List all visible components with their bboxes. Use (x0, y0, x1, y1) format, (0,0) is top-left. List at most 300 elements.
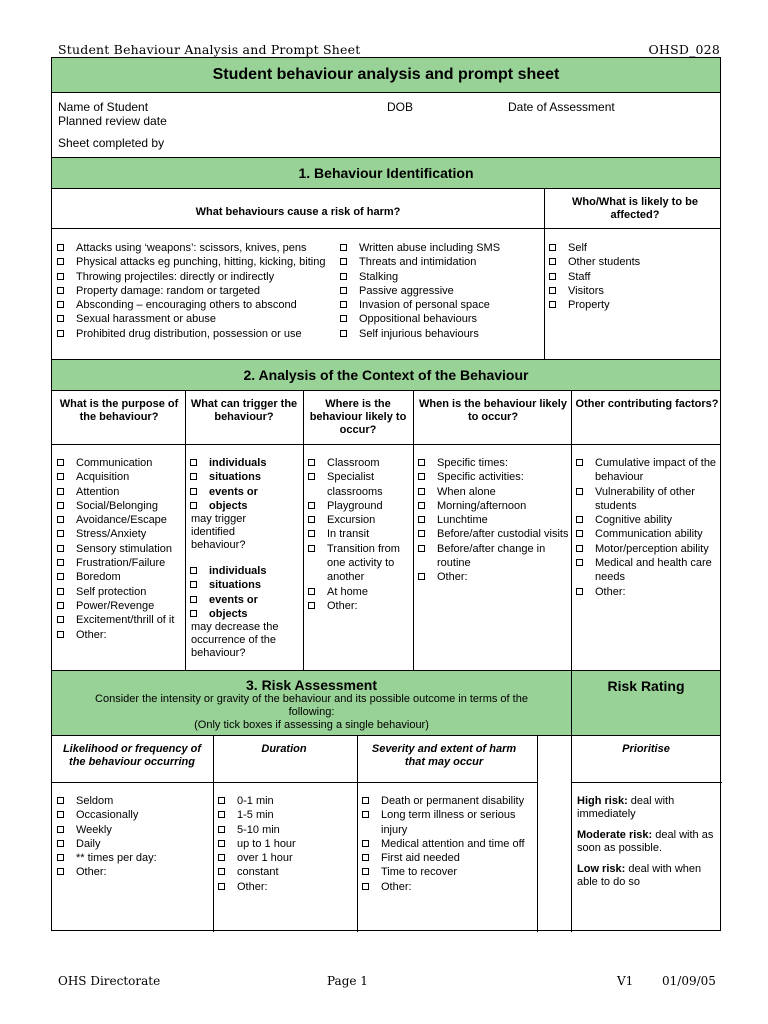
checkbox-item (52, 837, 212, 851)
checkbox-item (52, 456, 184, 470)
priority-item (577, 863, 717, 889)
checkbox-icon[interactable] (218, 883, 225, 890)
checkbox-item (413, 470, 571, 484)
checkbox-label: constant (237, 866, 279, 879)
checkbox-item (357, 880, 537, 894)
checkbox-item (413, 513, 571, 527)
priority-label: Moderate risk: (577, 829, 653, 841)
checkbox-icon[interactable] (418, 502, 425, 509)
checkbox-label: Invasion of personal space (359, 299, 490, 312)
checkbox-item (213, 823, 357, 837)
checkbox-label: Other students (568, 256, 641, 269)
checkbox-item (213, 880, 357, 894)
checkbox-item (413, 456, 571, 470)
checkbox-item (52, 298, 337, 312)
date-of-assessment-label: Date of Assessment (508, 100, 615, 114)
checkbox-item (213, 865, 357, 879)
checkbox-item (213, 851, 357, 865)
priority-text: deal with when able to do so (577, 863, 702, 888)
purpose-list (52, 456, 184, 642)
checkbox-icon[interactable] (218, 797, 225, 804)
checkbox-label: Excursion (327, 514, 376, 527)
checkbox-icon[interactable] (57, 868, 64, 875)
checkbox-item (357, 794, 537, 808)
checkbox-label: Self injurious behaviours (359, 327, 479, 340)
checkbox-label: Before/after change in routine (437, 542, 546, 570)
checkbox-item (52, 808, 212, 822)
checkbox-icon[interactable] (57, 811, 64, 818)
checkbox-item (544, 255, 720, 269)
checkbox-label: Classroom (327, 457, 380, 469)
checkbox-icon[interactable] (340, 273, 347, 280)
checkbox-icon[interactable] (340, 315, 347, 322)
checkbox-label: over 1 hour (237, 852, 293, 865)
checkbox-item (213, 837, 357, 851)
checkbox-icon[interactable] (218, 868, 225, 875)
section1-title: 1. Behaviour Identification (298, 165, 474, 181)
prioritise-list (577, 795, 717, 897)
checkbox-icon[interactable] (576, 516, 583, 523)
checkbox-label: objects (209, 499, 248, 512)
checkbox-label: Other: (327, 599, 358, 612)
checkbox-icon[interactable] (57, 287, 64, 294)
checkbox-item (52, 794, 212, 808)
checkbox-label: Cumulative impact of the behaviour (595, 457, 717, 484)
checkbox-icon[interactable] (362, 883, 369, 890)
checkbox-icon[interactable] (340, 330, 347, 337)
checkbox-item (213, 794, 357, 808)
checkbox-item (185, 499, 303, 513)
checkbox-icon[interactable] (57, 315, 64, 322)
name-of-student-label: Name of Student (58, 100, 149, 114)
checkbox-icon[interactable] (576, 488, 583, 495)
when-head: When is the behaviour likely to occur? (419, 398, 567, 423)
checkbox-item (335, 284, 540, 298)
checkbox-icon[interactable] (218, 854, 225, 861)
checkbox-label: Communication (76, 457, 153, 469)
checkbox-icon[interactable] (57, 301, 64, 308)
priority-text: deal with immediately (577, 795, 675, 820)
checkbox-item (185, 607, 303, 621)
checkbox-item (303, 470, 413, 499)
checkbox-item (52, 513, 184, 527)
checkbox-icon[interactable] (57, 573, 64, 580)
checkbox-item (52, 527, 184, 541)
checkbox-item (571, 542, 721, 556)
checkbox-label: First aid needed (381, 852, 460, 865)
trigger-head: What can trigger the behaviour? (190, 398, 298, 423)
checkbox-icon[interactable] (308, 545, 315, 552)
section2-title: 2. Analysis of the Context of the Behaviour (243, 367, 529, 383)
section3-subtitle: Consider the intensity or gravity of the behaviour and its possible outcome in terms of the following: (95, 693, 528, 718)
checkbox-icon[interactable] (218, 840, 225, 847)
checkbox-label: events or (209, 485, 258, 498)
checkbox-item (335, 270, 540, 284)
priority-item (577, 829, 717, 855)
checkbox-label: Vulnerability of other students (595, 485, 695, 512)
checkbox-label: Medical attention and time off (381, 837, 525, 850)
where-list (303, 456, 413, 613)
checkbox-item (52, 599, 184, 613)
checkbox-icon[interactable] (576, 588, 583, 595)
checkbox-item (185, 564, 303, 578)
checkbox-item (335, 255, 540, 269)
checkbox-label: Sensory stimulation (76, 542, 172, 555)
behaviours-list-b (335, 241, 540, 341)
checkbox-icon[interactable] (308, 588, 315, 595)
checkbox-label: Motor/perception ability (595, 542, 709, 555)
checkbox-label: Long term illness or serious injury (381, 809, 516, 836)
duration-head: Duration (261, 743, 307, 755)
checkbox-label: Before/after custodial visits (437, 528, 569, 541)
checkbox-icon[interactable] (57, 473, 64, 480)
checkbox-item (357, 865, 537, 879)
checkbox-label: In transit (327, 528, 370, 541)
checkbox-icon[interactable] (308, 602, 315, 609)
checkbox-item (571, 527, 721, 541)
dob-label: DOB (387, 100, 414, 114)
checkbox-label: Throwing projectiles: directly or indirectly (76, 270, 275, 283)
checkbox-item (544, 241, 720, 255)
checkbox-icon[interactable] (418, 573, 425, 580)
duration-list (213, 794, 357, 894)
footer-directorate: OHS Directorate (58, 974, 161, 988)
checkbox-label: 5-10 min (237, 823, 280, 836)
checkbox-label: Other: (237, 880, 268, 893)
checkbox-icon[interactable] (308, 516, 315, 523)
checkbox-icon[interactable] (57, 244, 64, 251)
checkbox-icon[interactable] (418, 488, 425, 495)
checkbox-icon[interactable] (362, 854, 369, 861)
checkbox-item (571, 513, 721, 527)
checkbox-label: Self (568, 242, 587, 254)
where-head: Where is the behaviour likely to occur? (309, 398, 407, 436)
checkbox-icon[interactable] (362, 868, 369, 875)
checkbox-icon[interactable] (57, 826, 64, 833)
checkbox-item (303, 456, 413, 470)
section3-title: 3. Risk Assessment (246, 677, 377, 693)
checkbox-icon[interactable] (190, 459, 197, 466)
section2-band (52, 359, 720, 391)
header-document-title: Student Behaviour Analysis and Prompt Sheet (58, 42, 361, 57)
checkbox-item (335, 312, 540, 326)
behaviours-list-a (52, 241, 337, 341)
checkbox-icon[interactable] (57, 273, 64, 280)
checkbox-icon[interactable] (418, 545, 425, 552)
checkbox-item (303, 542, 413, 585)
checkbox-icon[interactable] (340, 301, 347, 308)
checkbox-icon[interactable] (57, 840, 64, 847)
checkbox-item (303, 527, 413, 541)
header-document-code: OHSD_028 (648, 42, 720, 57)
checkbox-icon[interactable] (418, 459, 425, 466)
assessment-sheet (51, 57, 721, 931)
checkbox-label: Seldom (76, 795, 114, 807)
checkbox-icon[interactable] (57, 797, 64, 804)
footer-date: 01/09/05 (662, 974, 716, 988)
checkbox-item (52, 865, 212, 879)
checkbox-item (571, 556, 721, 585)
sheet-title: Student behaviour analysis and prompt sheet (212, 66, 560, 83)
checkbox-item (571, 485, 721, 514)
checkbox-item (413, 499, 571, 513)
checkbox-item (357, 851, 537, 865)
checkbox-icon[interactable] (57, 631, 64, 638)
checkbox-label: Other: (381, 880, 412, 893)
checkbox-icon[interactable] (57, 854, 64, 861)
checkbox-item (303, 499, 413, 513)
checkbox-label: Property (568, 299, 610, 312)
checkbox-label: Cognitive ability (595, 514, 673, 527)
footer-version: V1 (617, 974, 634, 988)
checkbox-label: Lunchtime (437, 514, 488, 527)
checkbox-item (303, 599, 413, 613)
checkbox-icon[interactable] (418, 516, 425, 523)
checkbox-item (52, 485, 184, 499)
checkbox-icon[interactable] (362, 811, 369, 818)
priority-label: Low risk: (577, 863, 626, 875)
checkbox-icon[interactable] (57, 516, 64, 523)
checkbox-item (185, 485, 303, 499)
checkbox-label: Morning/afternoon (437, 499, 527, 512)
checkbox-label: situations (209, 471, 261, 484)
other-factors-head: Other contributing factors? (575, 398, 719, 410)
checkbox-icon[interactable] (57, 530, 64, 537)
section1-band (52, 157, 720, 189)
checkbox-item (52, 542, 184, 556)
checkbox-item (413, 542, 571, 571)
checkbox-item (52, 613, 184, 627)
checkbox-icon[interactable] (340, 258, 347, 265)
checkbox-icon[interactable] (190, 596, 197, 603)
checkbox-item (185, 470, 303, 484)
checkbox-item (544, 270, 720, 284)
checkbox-icon[interactable] (190, 567, 197, 574)
checkbox-label: Specific activities: (437, 471, 524, 484)
severity-list (357, 794, 537, 894)
checkbox-icon[interactable] (57, 459, 64, 466)
checkbox-icon[interactable] (549, 287, 556, 294)
checkbox-icon[interactable] (190, 610, 197, 617)
checkbox-item (357, 808, 537, 837)
checkbox-label: individuals (209, 457, 267, 469)
prioritise-head: Prioritise (622, 743, 670, 755)
checkbox-item (357, 837, 537, 851)
checkbox-label: Attacks using ‘weapons’: scissors, knives, pens (76, 242, 307, 254)
checkbox-item (52, 851, 212, 865)
checkbox-item (52, 585, 184, 599)
checkbox-item (544, 284, 720, 298)
checkbox-label: 1-5 min (237, 809, 274, 822)
checkbox-label: situations (209, 579, 261, 592)
checkbox-icon[interactable] (57, 616, 64, 623)
checkbox-label: up to 1 hour (237, 837, 296, 850)
planned-review-date-label: Planned review date (58, 114, 167, 128)
checkbox-label: Avoidance/Escape (76, 514, 167, 527)
checkbox-label: Specific times: (437, 457, 508, 469)
trigger-text-1: may trigger identified behaviour? (191, 513, 247, 552)
checkbox-label: Passive aggressive (359, 284, 454, 297)
checkbox-item (52, 556, 184, 570)
trigger-list-2 (185, 564, 303, 621)
checkbox-label: Social/Belonging (76, 499, 158, 512)
checkbox-label: Specialist classrooms (327, 471, 383, 498)
priority-item (577, 795, 717, 821)
checkbox-label: Death or permanent disability (381, 795, 525, 807)
checkbox-label: Frustration/Failure (76, 557, 166, 570)
likelihood-head: Likelihood or frequency of the behaviour occurring (62, 743, 202, 768)
checkbox-label: Excitement/thrill of it (76, 614, 175, 627)
checkbox-item (52, 470, 184, 484)
when-list (413, 456, 571, 585)
checkbox-label: 0-1 min (237, 795, 274, 807)
checkbox-label: Other: (76, 866, 107, 879)
checkbox-item (52, 241, 337, 255)
checkbox-label: Medical and health care needs (595, 557, 712, 584)
checkbox-item (185, 578, 303, 592)
checkbox-icon[interactable] (57, 502, 64, 509)
checkbox-label: individuals (209, 565, 267, 578)
checkbox-label: Threats and intimidation (359, 256, 477, 269)
checkbox-item (413, 570, 571, 584)
affected-head: Who/What is likely to be affected? (572, 196, 698, 221)
checkbox-icon[interactable] (308, 459, 315, 466)
checkbox-label: objects (209, 608, 248, 621)
checkbox-icon[interactable] (308, 502, 315, 509)
checkbox-label: Transition from one activity to another (327, 542, 400, 584)
checkbox-item (303, 513, 413, 527)
checkbox-item (52, 823, 212, 837)
checkbox-icon[interactable] (190, 502, 197, 509)
checkbox-icon[interactable] (340, 244, 347, 251)
footer-page-number: Page 1 (327, 974, 368, 988)
behaviours-risk-head: What behaviours cause a risk of harm? (195, 206, 401, 218)
section3-band (52, 670, 720, 736)
checkbox-icon[interactable] (418, 530, 425, 537)
checkbox-icon[interactable] (218, 811, 225, 818)
checkbox-icon[interactable] (218, 826, 225, 833)
checkbox-item (52, 255, 337, 269)
checkbox-item (185, 456, 303, 470)
checkbox-icon[interactable] (190, 488, 197, 495)
checkbox-icon[interactable] (308, 530, 315, 537)
checkbox-label: Communication ability (595, 528, 703, 541)
checkbox-label: Written abuse including SMS (359, 242, 501, 254)
checkbox-item (213, 808, 357, 822)
severity-head: Severity and extent of harm that may occur (371, 743, 517, 768)
checkbox-icon[interactable] (576, 545, 583, 552)
checkbox-label: When alone (437, 485, 496, 498)
other-factors-list (571, 456, 721, 599)
checkbox-label: Occasionally (76, 809, 139, 822)
checkbox-label: Time to recover (381, 866, 458, 879)
checkbox-icon[interactable] (576, 559, 583, 566)
checkbox-item (571, 456, 721, 485)
checkbox-label: Sexual harassment or abuse (76, 313, 217, 326)
checkbox-icon[interactable] (576, 459, 583, 466)
checkbox-icon[interactable] (549, 301, 556, 308)
checkbox-item (335, 327, 540, 341)
checkbox-item (413, 527, 571, 541)
checkbox-item (52, 327, 337, 341)
trigger-text-2: may decrease the occurrence of the behaviour? (191, 621, 279, 660)
checkbox-label: Other: (76, 628, 107, 641)
page-header (58, 42, 720, 58)
checkbox-label: events or (209, 593, 258, 606)
page-footer (58, 974, 720, 990)
priority-label: High risk: (577, 795, 628, 807)
checkbox-label: Boredom (76, 571, 121, 584)
checkbox-icon[interactable] (418, 473, 425, 480)
checkbox-label: Staff (568, 270, 591, 283)
checkbox-label: Other: (437, 571, 468, 584)
checkbox-icon[interactable] (362, 797, 369, 804)
checkbox-item (185, 593, 303, 607)
checkbox-label: Oppositional behaviours (359, 313, 478, 326)
checkbox-icon[interactable] (308, 473, 315, 480)
checkbox-item (52, 628, 184, 642)
affected-list (544, 241, 720, 312)
checkbox-label: Power/Revenge (76, 599, 155, 612)
checkbox-item (335, 298, 540, 312)
checkbox-item (544, 298, 720, 312)
checkbox-icon[interactable] (576, 530, 583, 537)
checkbox-icon[interactable] (57, 559, 64, 566)
title-band (52, 58, 720, 93)
sheet-completed-by-label: Sheet completed by (58, 136, 165, 150)
checkbox-icon[interactable] (340, 287, 347, 294)
priority-text: deal with as soon as possible. (577, 829, 714, 854)
checkbox-item (52, 284, 337, 298)
checkbox-item (52, 270, 337, 284)
checkbox-label: Acquisition (76, 471, 130, 484)
checkbox-label: Prohibited drug distribution, possession or use (76, 327, 302, 340)
checkbox-label: Playground (327, 499, 383, 512)
checkbox-label: Self protection (76, 585, 147, 598)
checkbox-icon[interactable] (549, 258, 556, 265)
section3-note: (Only tick boxes if assessing a single behaviour) (194, 719, 429, 731)
checkbox-icon[interactable] (549, 244, 556, 251)
checkbox-icon[interactable] (57, 488, 64, 495)
checkbox-label: Daily (76, 837, 101, 850)
checkbox-item (571, 585, 721, 599)
checkbox-label: Weekly (76, 823, 112, 836)
checkbox-icon[interactable] (190, 581, 197, 588)
likelihood-list (52, 794, 212, 880)
trigger-list-1 (185, 456, 303, 513)
checkbox-label: At home (327, 585, 368, 598)
checkbox-item (52, 570, 184, 584)
checkbox-item (413, 485, 571, 499)
checkbox-icon[interactable] (57, 258, 64, 265)
checkbox-label: Visitors (568, 284, 604, 297)
checkbox-label: Stalking (359, 270, 399, 283)
risk-rating-title: Risk Rating (607, 678, 685, 694)
checkbox-icon[interactable] (57, 588, 64, 595)
checkbox-item (52, 312, 337, 326)
checkbox-item (52, 499, 184, 513)
checkbox-label: Stress/Anxiety (76, 528, 147, 541)
checkbox-icon[interactable] (57, 330, 64, 337)
checkbox-label: Physical attacks eg punching, hitting, kicking, biting (76, 256, 326, 269)
checkbox-item (303, 585, 413, 599)
checkbox-label: Absconding – encouraging others to abscond (76, 299, 297, 312)
checkbox-icon[interactable] (57, 545, 64, 552)
checkbox-icon[interactable] (549, 273, 556, 280)
checkbox-icon[interactable] (57, 602, 64, 609)
checkbox-icon[interactable] (190, 473, 197, 480)
checkbox-icon[interactable] (362, 840, 369, 847)
